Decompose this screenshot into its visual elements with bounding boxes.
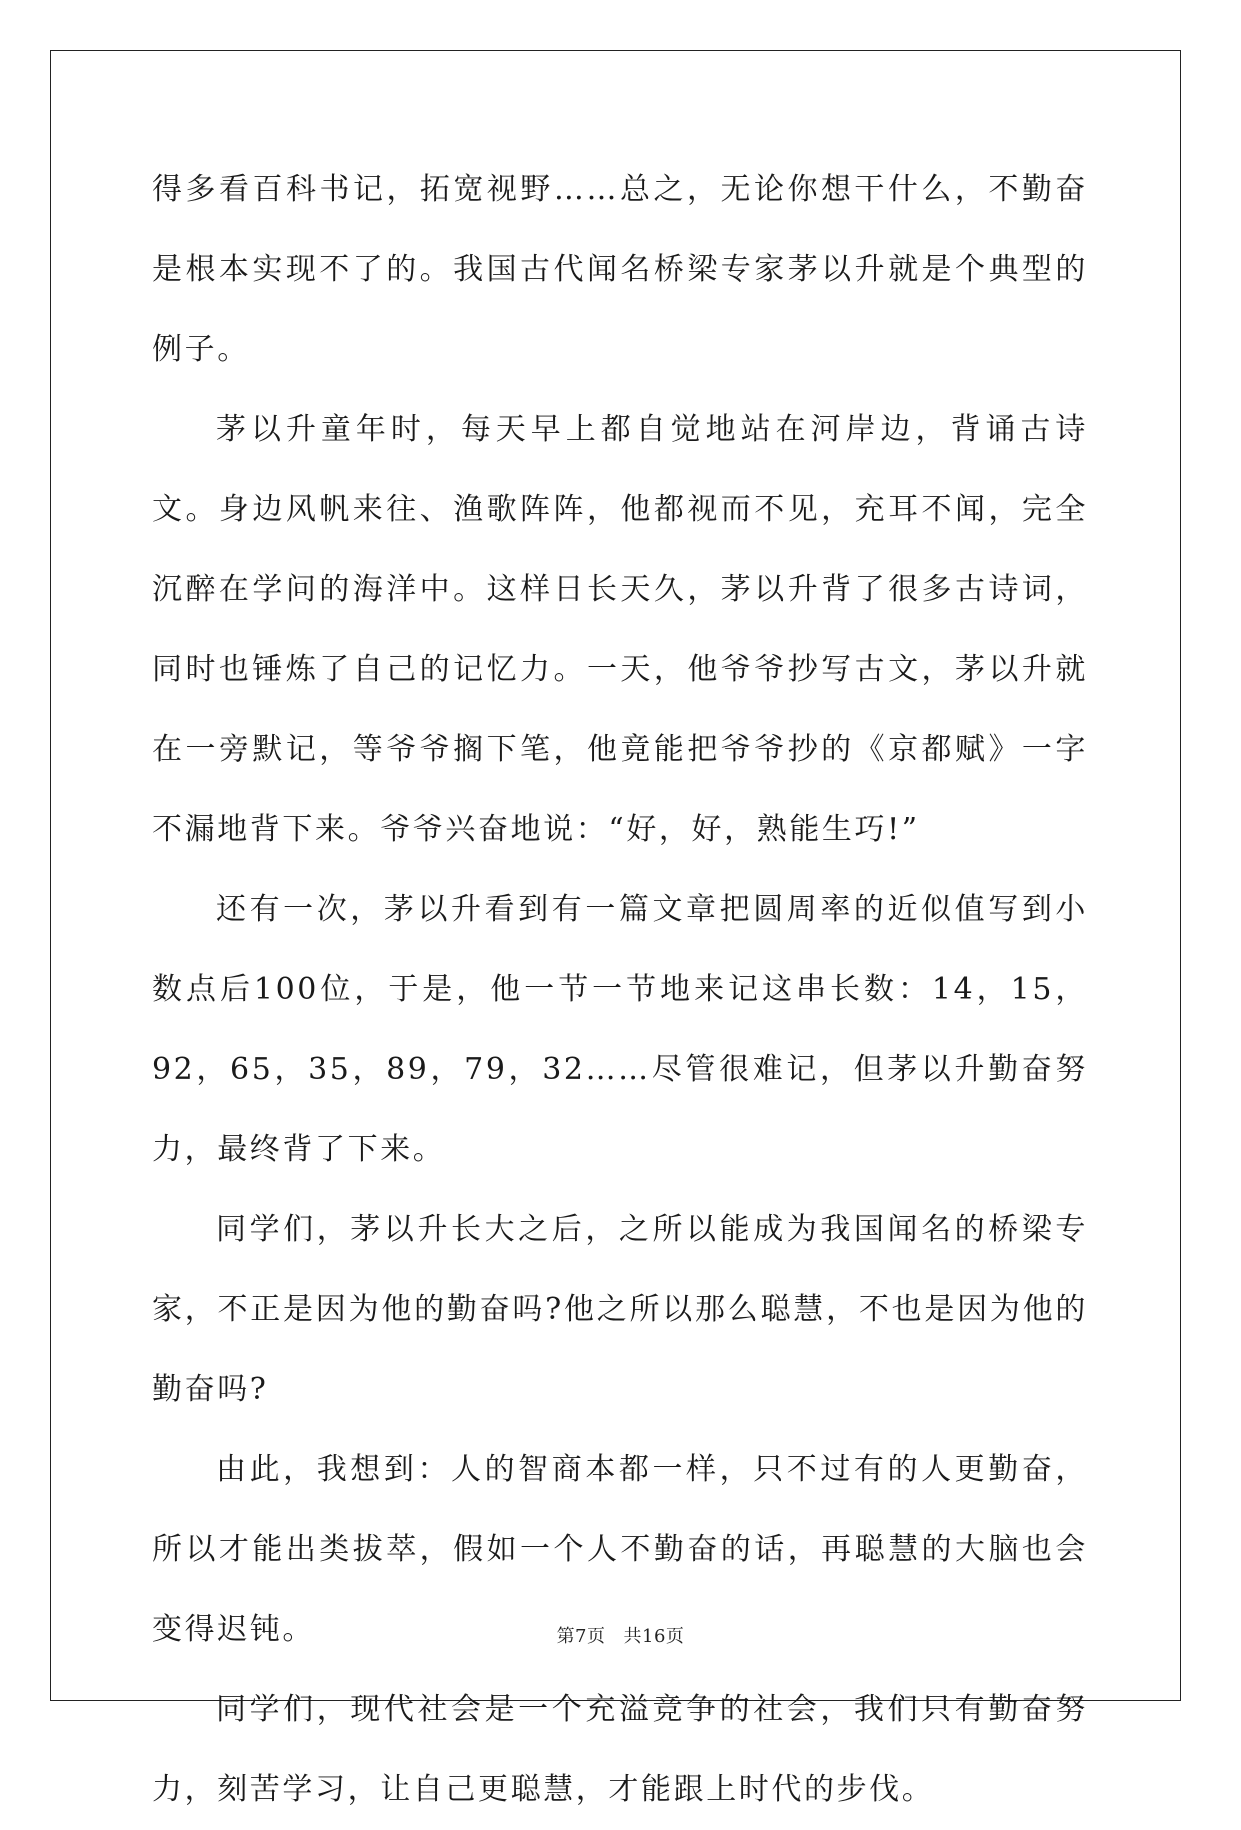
page-footer [0, 1622, 1241, 1648]
paragraph-6: 同学们，现代社会是一个充溢竞争的社会，我们只有勤奋努力，刻苦学习，让自己更聪慧，才能跟上时代的步伐。 [152, 1692, 1088, 1807]
page-number: 第7页 [556, 1626, 606, 1647]
page-total: 共16页 [623, 1626, 685, 1647]
paragraph-4: 同学们，茅以升长大之后，之所以能成为我国闻名的桥梁专家，不正是因为他的勤奋吗?他之所以那么聪慧，不也是因为他的勤奋吗? [152, 1212, 1088, 1407]
paragraph-5: 由此，我想到：人的智商本都一样，只不过有的人更勤奋，所以才能出类拔萃，假如一个人不勤奋的话，再聪慧的大脑也会变得迟钝。 [152, 1452, 1088, 1647]
document-body [152, 150, 1088, 1830]
paragraph-3: 还有一次，茅以升看到有一篇文章把圆周率的近似值写到小数点后100位，于是，他一节一节地来记这串长数：14，15，92，65，35，89，79，32……尽管很难记，但茅以升勤奋努力，最终背了下来。 [152, 892, 1088, 1167]
paragraph-1: 得多看百科书记，拓宽视野……总之，无论你想干什么，不勤奋是根本实现不了的。我国古代闻名桥梁专家茅以升就是个典型的例子。 [152, 172, 1088, 367]
paragraph-2: 茅以升童年时，每天早上都自觉地站在河岸边，背诵古诗文。身边风帆来往、渔歌阵阵，他都视而不见，充耳不闻，完全沉醉在学问的海洋中。这样日长天久，茅以升背了很多古诗词，同时也锤炼了自己的记忆力。一天，他爷爷抄写古文，茅以升就在一旁默记，等爷爷搁下笔，他竟能把爷爷抄的《京都赋》一字不漏地背下来。爷爷兴奋地说：“好，好，熟能生巧!” [152, 412, 1088, 847]
